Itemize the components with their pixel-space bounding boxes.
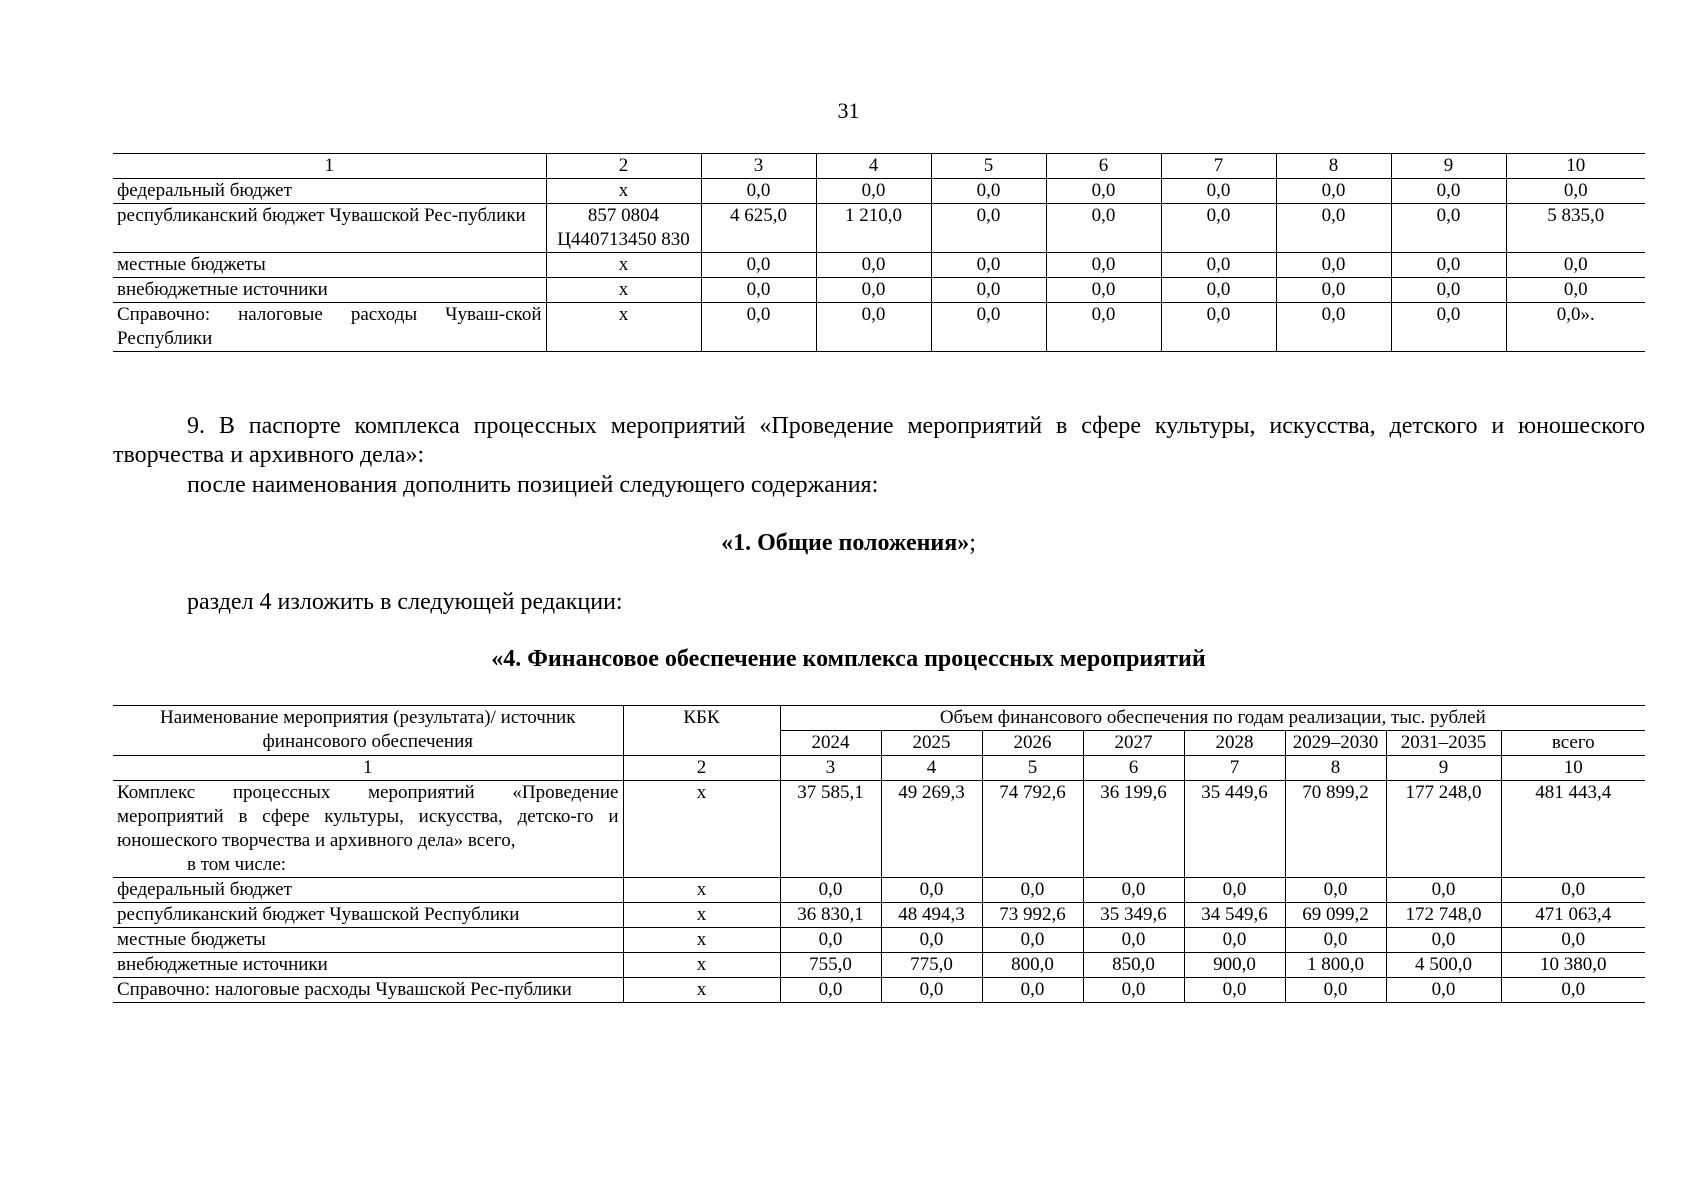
row-value: 0,0	[1161, 253, 1276, 278]
paragraph-section-4: раздел 4 изложить в следующей редакции:	[187, 589, 623, 615]
row-kbk: х	[623, 878, 780, 903]
row-name: Справочно: налоговые расходы Чуваш-ской Республики	[113, 303, 546, 352]
row-value: 0,0	[1285, 928, 1386, 953]
row-value: 0,0	[931, 179, 1046, 204]
year-header: 2024	[780, 731, 881, 756]
row-value: 0,0	[1276, 179, 1391, 204]
column-number: 4	[816, 154, 931, 179]
row-value: 900,0	[1184, 953, 1285, 978]
row-value: 0,0	[931, 278, 1046, 303]
row-value: 0,0	[1046, 179, 1161, 204]
row-name: местные бюджеты	[113, 253, 546, 278]
row-value: 0,0	[1386, 978, 1501, 1003]
row-value: 5 835,0	[1506, 204, 1645, 253]
column-number: 8	[1285, 756, 1386, 781]
row-name-main: Комплекс процессных мероприятий «Проведение мероприятий в сфере культуры, искусства, детско-го и юношеского творчества и архивного дела» всего,	[117, 782, 619, 851]
row-kbk: 857 0804 Ц440713450 830	[546, 204, 701, 253]
row-value: 0,0	[780, 978, 881, 1003]
row-value: 0,0	[1276, 278, 1391, 303]
row-value: 1 210,0	[816, 204, 931, 253]
year-header: 2026	[982, 731, 1083, 756]
column-number: 8	[1276, 154, 1391, 179]
paragraph-instruction: после наименования дополнить позицией следующего содержания:	[187, 472, 879, 498]
row-name: местные бюджеты	[113, 928, 623, 953]
row-value: 74 792,6	[982, 781, 1083, 878]
row-kbk: х	[623, 781, 780, 878]
column-number: 1	[113, 756, 623, 781]
row-value: 73 992,6	[982, 903, 1083, 928]
row-value: 0,0	[1501, 878, 1645, 903]
row-kbk: х	[546, 303, 701, 352]
row-value: 0,0	[1506, 278, 1645, 303]
row-name: федеральный бюджет	[113, 179, 546, 204]
header-row	[113, 706, 1645, 731]
year-header: 2028	[1184, 731, 1285, 756]
row-value: 177 248,0	[1386, 781, 1501, 878]
column-number: 5	[982, 756, 1083, 781]
row-value: 0,0	[1046, 204, 1161, 253]
row-value: 1 800,0	[1285, 953, 1386, 978]
column-number: 5	[931, 154, 1046, 179]
column-number: 6	[1046, 154, 1161, 179]
row-value: 0,0	[1391, 253, 1506, 278]
paragraph-9: 9. В паспорте комплекса процессных мероприятий «Проведение мероприятий в сфере культуры, искусства, детского и юношеского творчества и архивного дела»:	[113, 413, 1645, 468]
row-value: 0,0	[881, 928, 982, 953]
row-value: 4 625,0	[701, 204, 816, 253]
row-kbk: х	[623, 953, 780, 978]
table-row	[113, 253, 1645, 278]
row-value: 0,0	[1285, 878, 1386, 903]
row-value: 0,0	[1506, 179, 1645, 204]
header-volume: Объем финансового обеспечения по годам реализации, тыс. рублей	[780, 706, 1645, 731]
column-number: 9	[1391, 154, 1506, 179]
row-value: 35 349,6	[1083, 903, 1184, 928]
row-name: внебюджетные источники	[113, 278, 546, 303]
row-kbk: х	[623, 978, 780, 1003]
row-value: 0,0	[1391, 278, 1506, 303]
row-value: 0,0	[1386, 928, 1501, 953]
row-value: 0,0	[780, 878, 881, 903]
header-kbk: КБК	[623, 706, 780, 756]
year-header: 2027	[1083, 731, 1184, 756]
year-header: 2029–2030	[1285, 731, 1386, 756]
row-value: 0,0	[1046, 278, 1161, 303]
row-name: федеральный бюджет	[113, 878, 623, 903]
column-number: 7	[1161, 154, 1276, 179]
column-number: 4	[881, 756, 982, 781]
row-value: 0,0	[701, 253, 816, 278]
column-number: 2	[546, 154, 701, 179]
row-value: 0,0	[816, 179, 931, 204]
column-number: 2	[623, 756, 780, 781]
row-name	[113, 781, 623, 878]
page-number: 31	[837, 98, 860, 123]
row-value: 850,0	[1083, 953, 1184, 978]
row-value: 0,0	[1285, 978, 1386, 1003]
row-name: Справочно: налоговые расходы Чувашской Рес-публики	[113, 978, 623, 1003]
row-value: 0,0	[1184, 878, 1285, 903]
budget-table-continuation	[113, 153, 1645, 352]
row-value: 0,0	[1501, 928, 1645, 953]
column-number: 1	[113, 154, 546, 179]
row-value: 0,0	[881, 878, 982, 903]
row-value: 0,0	[816, 303, 931, 352]
row-value: 0,0	[1276, 204, 1391, 253]
row-value: 0,0	[1083, 978, 1184, 1003]
header-name: Наименование мероприятия (результата)/ источник финансового обеспечения	[113, 706, 623, 756]
row-value: 70 899,2	[1285, 781, 1386, 878]
row-value: 0,0	[1506, 253, 1645, 278]
row-value: 0,0	[816, 253, 931, 278]
row-value: 35 449,6	[1184, 781, 1285, 878]
row-value: 0,0	[701, 179, 816, 204]
row-kbk: х	[546, 278, 701, 303]
year-header: 2025	[881, 731, 982, 756]
row-value: 0,0	[1276, 253, 1391, 278]
row-value: 0,0».	[1506, 303, 1645, 352]
financing-table	[113, 705, 1645, 1003]
row-value: 48 494,3	[881, 903, 982, 928]
row-value: 0,0	[982, 978, 1083, 1003]
row-name: внебюджетные источники	[113, 953, 623, 978]
row-kbk: х	[623, 903, 780, 928]
table-row	[113, 903, 1645, 928]
row-value: 0,0	[1501, 978, 1645, 1003]
row-value: 0,0	[982, 928, 1083, 953]
row-name: республиканский бюджет Чувашской Республики	[113, 903, 623, 928]
row-value: 0,0	[1276, 303, 1391, 352]
column-number: 9	[1386, 756, 1501, 781]
heading-text: «1. Общие положения»	[721, 530, 970, 556]
table-row	[113, 878, 1645, 903]
row-value: 0,0	[701, 303, 816, 352]
table-row	[113, 204, 1645, 253]
row-value: 0,0	[1391, 179, 1506, 204]
row-value: 755,0	[780, 953, 881, 978]
table-row	[113, 953, 1645, 978]
row-value: 481 443,4	[1501, 781, 1645, 878]
row-value: 0,0	[881, 978, 982, 1003]
heading-suffix: ;	[969, 530, 976, 556]
section-heading-financing: «4. Финансовое обеспечение комплекса процессных мероприятий	[491, 646, 1206, 672]
row-value: 0,0	[780, 928, 881, 953]
row-value: 0,0	[1083, 878, 1184, 903]
row-value: 0,0	[1046, 253, 1161, 278]
column-number: 10	[1501, 756, 1645, 781]
row-value: 0,0	[1161, 278, 1276, 303]
year-header: 2031–2035	[1386, 731, 1501, 756]
row-name-sub: в том числе:	[187, 854, 287, 875]
row-value: 0,0	[1083, 928, 1184, 953]
section-heading-general	[0, 530, 1697, 557]
row-name: республиканский бюджет Чувашской Рес-публики	[113, 204, 546, 253]
column-number: 7	[1184, 756, 1285, 781]
row-kbk: х	[546, 179, 701, 204]
row-value: 0,0	[1391, 303, 1506, 352]
table-row	[113, 303, 1645, 352]
row-value: 69 099,2	[1285, 903, 1386, 928]
row-value: 172 748,0	[1386, 903, 1501, 928]
row-value: 0,0	[1386, 878, 1501, 903]
table-row	[113, 179, 1645, 204]
row-value: 0,0	[982, 878, 1083, 903]
row-value: 10 380,0	[1501, 953, 1645, 978]
row-value: 0,0	[816, 278, 931, 303]
row-value: 4 500,0	[1386, 953, 1501, 978]
row-kbk: х	[623, 928, 780, 953]
row-value: 0,0	[1161, 303, 1276, 352]
row-value: 0,0	[931, 204, 1046, 253]
row-value: 0,0	[1184, 928, 1285, 953]
row-value: 36 199,6	[1083, 781, 1184, 878]
row-value: 471 063,4	[1501, 903, 1645, 928]
table-row	[113, 278, 1645, 303]
row-value: 49 269,3	[881, 781, 982, 878]
table-row-total	[113, 781, 1645, 878]
row-value: 0,0	[1184, 978, 1285, 1003]
row-kbk: х	[546, 253, 701, 278]
column-number: 10	[1506, 154, 1645, 179]
row-value: 0,0	[931, 253, 1046, 278]
table-row	[113, 928, 1645, 953]
row-value: 37 585,1	[780, 781, 881, 878]
column-number-row	[113, 756, 1645, 781]
row-value: 36 830,1	[780, 903, 881, 928]
row-value: 34 549,6	[1184, 903, 1285, 928]
row-value: 0,0	[1161, 204, 1276, 253]
table-row	[113, 978, 1645, 1003]
column-number: 3	[701, 154, 816, 179]
row-value: 0,0	[1391, 204, 1506, 253]
row-value: 0,0	[701, 278, 816, 303]
row-value: 0,0	[1046, 303, 1161, 352]
row-value: 775,0	[881, 953, 982, 978]
column-number-row	[113, 154, 1645, 179]
row-value: 0,0	[931, 303, 1046, 352]
row-value: 0,0	[1161, 179, 1276, 204]
column-number: 3	[780, 756, 881, 781]
column-number: 6	[1083, 756, 1184, 781]
year-header: всего	[1501, 731, 1645, 756]
row-value: 800,0	[982, 953, 1083, 978]
